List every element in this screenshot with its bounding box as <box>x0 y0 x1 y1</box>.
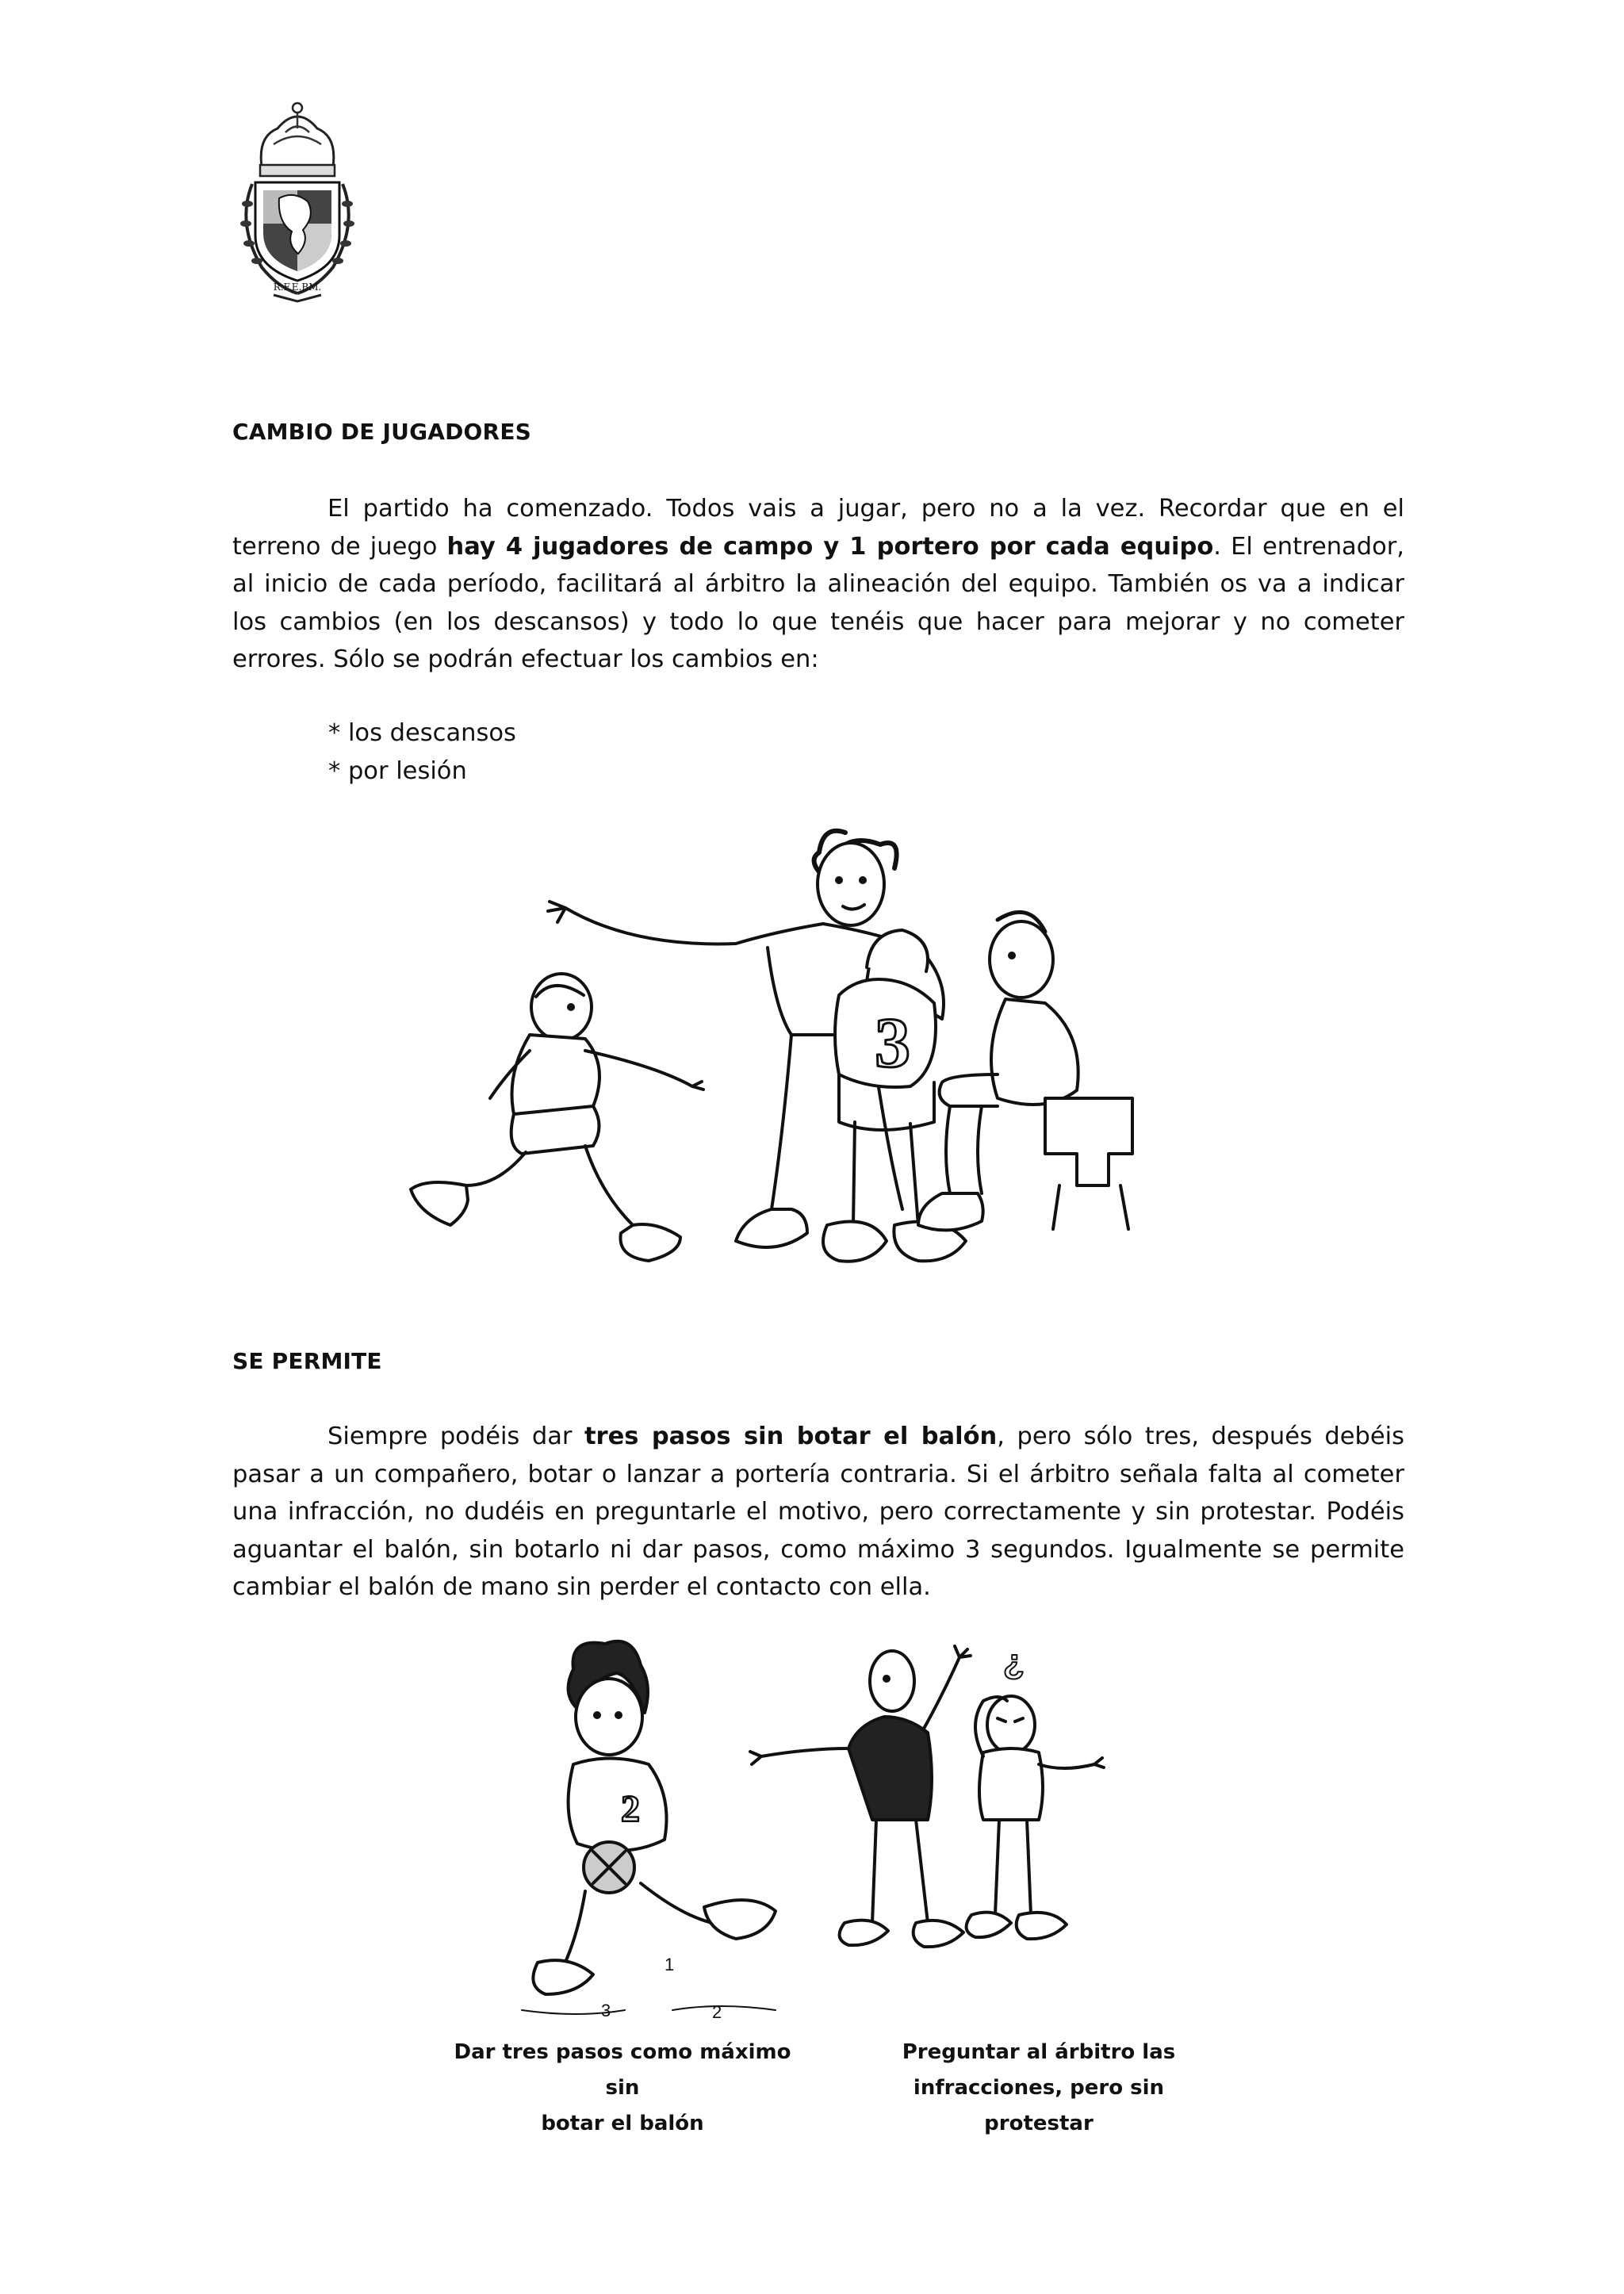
coach-substitution-illustration <box>395 813 1188 1316</box>
section-title-permite: SE PERMITE <box>232 1348 382 1374</box>
question-mark-icon: ¿ <box>1003 1642 1025 1681</box>
paragraph-bold-text: hay 4 jugadores de campo y 1 portero por cada equipo <box>446 532 1214 561</box>
paragraph-text: El partido ha comenzado. Todos vais a jugar, pero no a la vez. Recordar que en el terreno de juego <box>232 495 1404 561</box>
crest-inscription: R.F.E.BM. <box>273 281 322 293</box>
paragraph-text: Siempre podéis dar <box>327 1423 584 1450</box>
jersey-number-3: 3 <box>875 1004 910 1082</box>
caption-three-steps <box>436 2035 809 2142</box>
caption-line: Preguntar al árbitro las <box>902 2040 1176 2064</box>
section-title-cambio: CAMBIO DE JUGADORES <box>232 419 532 445</box>
seated-boy-figure <box>918 912 1132 1230</box>
federation-crest-icon <box>230 97 365 304</box>
caption-line: infracciones, pero sin protestar <box>913 2076 1165 2135</box>
section-paragraph-permite <box>232 1418 1404 1607</box>
caption-line: botar el balón <box>541 2112 704 2135</box>
substitution-list <box>328 714 516 790</box>
list-item: * por lesión <box>328 756 467 785</box>
jersey-number-2: 2 <box>621 1788 640 1830</box>
step-number: 2 <box>712 2002 722 2022</box>
caption-line: Dar tres pasos como máximo sin <box>454 2040 791 2100</box>
running-boy-figure <box>411 974 703 1261</box>
paragraph-text: , pero sólo tres, después debéis pasar a un compañero, botar o lanzar a portería contraria. Si el árbitro señala falta al cometer una infracción, no dudéis en preguntarle el motivo, pero correctamente y sin protestar. Podéis aguantar el balón, sin botarlo ni dar pasos, como máximo 3 segundos. Igualmente se permite cambiar el balón de mano sin perder el contacto con ella. <box>232 1423 1405 1601</box>
step-number: 1 <box>665 1955 675 1974</box>
ask-referee-illustration <box>745 1637 1126 1986</box>
step-number: 3 <box>601 2001 611 2020</box>
paragraph-text: . El entrenador, al inicio de cada período, facilitará al árbitro la alineación del equipo. También os va a indicar los cambios (en los descansos) y todo lo que tenéis que hacer para mejorar y no cometer errores. Sólo se podrán efectuar los cambios en: <box>232 532 1405 673</box>
caption-ask-referee <box>856 2035 1221 2142</box>
list-item: * los descansos <box>328 719 516 747</box>
section-paragraph-cambio <box>232 490 1404 679</box>
paragraph-bold-text: tres pasos sin botar el balón <box>584 1423 998 1450</box>
